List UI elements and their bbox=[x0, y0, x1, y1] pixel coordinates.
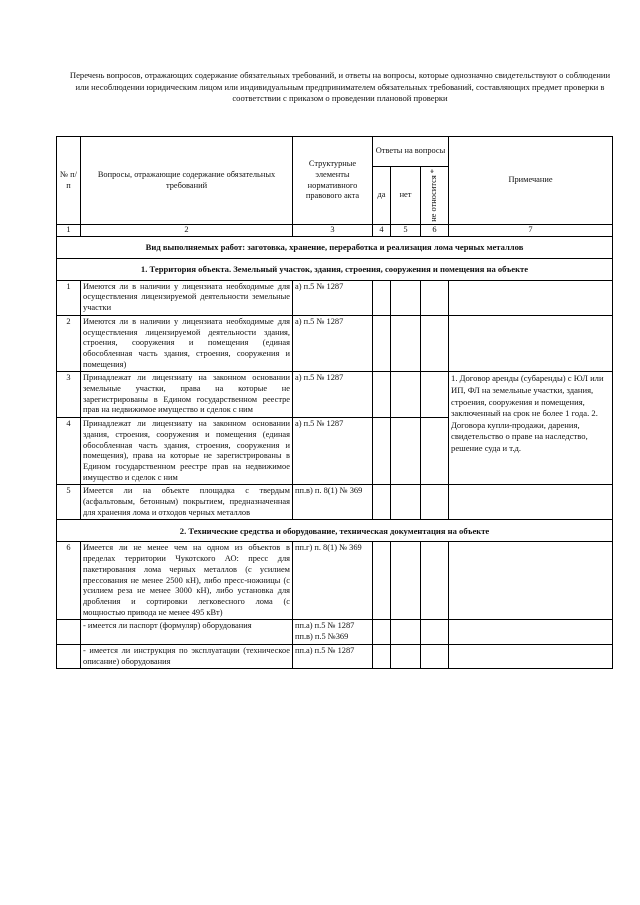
row-note bbox=[449, 620, 613, 644]
row-num: 1 bbox=[57, 280, 81, 315]
row-reference: пп.в) п. 8(1) № 369 bbox=[293, 485, 373, 520]
row-note bbox=[449, 280, 613, 315]
answer-yes-cell[interactable] bbox=[373, 315, 391, 372]
answer-no-cell[interactable] bbox=[391, 372, 421, 418]
answer-na-cell[interactable] bbox=[421, 485, 449, 520]
header-yes: да bbox=[373, 167, 391, 225]
section-2-heading: 2. Технические средства и оборудование, техническая документация на объекте bbox=[57, 520, 613, 542]
row-reference: пп.г) п. 8(1) № 369 bbox=[293, 542, 373, 620]
col-number: 2 bbox=[81, 225, 293, 237]
col-number: 6 bbox=[421, 225, 449, 237]
row-reference: а) п.5 № 1287 bbox=[293, 418, 373, 485]
section-1-heading: 1. Территория объекта. Земельный участок, здания, строения, сооружения и помещения на объекте bbox=[57, 258, 613, 280]
table-row bbox=[57, 372, 613, 418]
work-type-heading: Вид выполняемых работ: заготовка, хранение, переработка и реализация лома черных металлов bbox=[57, 236, 613, 258]
col-number: 7 bbox=[449, 225, 613, 237]
row-num bbox=[57, 644, 81, 668]
row-note bbox=[449, 315, 613, 372]
answer-yes-cell[interactable] bbox=[373, 542, 391, 620]
row-question: Имеются ли в наличии у лицензиата необходимые для осуществления лицензируемой деятельности здания, строения, сооружения и помещения (единая обособленная часть здания, строения, сооружения и помещения) bbox=[81, 315, 293, 372]
answer-na-cell[interactable] bbox=[421, 542, 449, 620]
row-question: Принадлежат ли лицензиату на законном основании земельные участки, права на которые не зарегистрированы в Едином государственном реестре прав на недвижимое имущество и сделок с ним bbox=[81, 372, 293, 418]
answer-na-cell[interactable] bbox=[421, 644, 449, 668]
answer-yes-cell[interactable] bbox=[373, 620, 391, 644]
row-note bbox=[449, 644, 613, 668]
table-row bbox=[57, 315, 613, 372]
row-num: 5 bbox=[57, 485, 81, 520]
row-question: Принадлежат ли лицензиату на законном основании здания, строения, сооружения и помещения (единая обособленная часть здания, строения, сооружения и помещения), права на которые не зарегистрированы в Едином государственном реестре прав на недвижимое имущество и сделок с ним bbox=[81, 418, 293, 485]
header-note: Примечание bbox=[449, 137, 613, 225]
table-row bbox=[57, 644, 613, 668]
row-num: 2 bbox=[57, 315, 81, 372]
row-question: Имеется ли не менее чем на одном из объектов в пределах территории Чукотского АО: пресс для пакетирования лома черных металлов (с усилием прессования не менее 2500 кН), либо пресс-ножницы (с усилием реза не менее 3000 кН), либо установка для дробления и сортировки легковесного лома (с мощностью привода не менее 495 кВт) bbox=[81, 542, 293, 620]
col-number: 3 bbox=[293, 225, 373, 237]
row-num: 3 bbox=[57, 372, 81, 418]
checklist-table bbox=[56, 136, 613, 669]
row-question: Имеется ли на объекте площадка с твердым (асфальтовым, бетонным) покрытием, предназначенная для хранения лома и отходов черных металлов bbox=[81, 485, 293, 520]
header-no: нет bbox=[391, 167, 421, 225]
row-num: 4 bbox=[57, 418, 81, 485]
header-not-applicable: не относится * bbox=[429, 169, 439, 222]
row-question: - имеется ли паспорт (формуляр) оборудования bbox=[81, 620, 293, 644]
row-note bbox=[449, 485, 613, 520]
answer-na-cell[interactable] bbox=[421, 315, 449, 372]
answer-no-cell[interactable] bbox=[391, 542, 421, 620]
row-note bbox=[449, 542, 613, 620]
answer-no-cell[interactable] bbox=[391, 418, 421, 485]
answer-no-cell[interactable] bbox=[391, 280, 421, 315]
header-structural: Структурные элементы нормативного правового акта bbox=[293, 137, 373, 225]
row-reference: а) п.5 № 1287 bbox=[293, 280, 373, 315]
col-number: 1 bbox=[57, 225, 81, 237]
col-number: 5 bbox=[391, 225, 421, 237]
answer-no-cell[interactable] bbox=[391, 620, 421, 644]
answer-no-cell[interactable] bbox=[391, 315, 421, 372]
intro-text: Перечень вопросов, отражающих содержание обязательных требований, и ответы на вопросы, которые однозначно свидетельствуют о соблюдении или несоблюдении юридическим лицом или индивидуальным предпринимателем обязательных требований, составляющих предмет проверки в соответствии с приказом о проведении плановой проверки bbox=[69, 70, 611, 103]
row-reference: а) п.5 № 1287 bbox=[293, 315, 373, 372]
answer-yes-cell[interactable] bbox=[373, 280, 391, 315]
answer-na-cell[interactable] bbox=[421, 418, 449, 485]
column-numbers-row bbox=[57, 225, 613, 237]
header-answers: Ответы на вопросы bbox=[373, 137, 449, 167]
table-row bbox=[57, 620, 613, 644]
answer-yes-cell[interactable] bbox=[373, 644, 391, 668]
table-row bbox=[57, 280, 613, 315]
row-num bbox=[57, 620, 81, 644]
row-reference: пп.а) п.5 № 1287 пп.в) п.5 №369 bbox=[293, 620, 373, 644]
row-reference: пп.а) п.5 № 1287 bbox=[293, 644, 373, 668]
answer-no-cell[interactable] bbox=[391, 644, 421, 668]
row-note-contracts: 1. Договор аренды (субаренды) с ЮЛ или ИП, ФЛ на земельные участки, здания, строения, сооружения и помещения, заключенный на срок не более 1 года. 2. Договора купли-продажи, дарения, свидетельство о праве на наследство, решение суда и т.д. bbox=[449, 372, 613, 485]
answer-yes-cell[interactable] bbox=[373, 418, 391, 485]
row-reference: а) п.5 № 1287 bbox=[293, 372, 373, 418]
answer-na-cell[interactable] bbox=[421, 372, 449, 418]
answer-yes-cell[interactable] bbox=[373, 485, 391, 520]
table-row bbox=[57, 485, 613, 520]
header-question: Вопросы, отражающие содержание обязательных требований bbox=[81, 137, 293, 225]
answer-na-cell[interactable] bbox=[421, 620, 449, 644]
table-row bbox=[57, 542, 613, 620]
col-number: 4 bbox=[373, 225, 391, 237]
row-question: Имеются ли в наличии у лицензиата необходимые для осуществления лицензируемой деятельности земельные участки bbox=[81, 280, 293, 315]
row-question: - имеется ли инструкция по эксплуатации (техническое описание) оборудования bbox=[81, 644, 293, 668]
answer-na-cell[interactable] bbox=[421, 280, 449, 315]
row-num: 6 bbox=[57, 542, 81, 620]
answer-yes-cell[interactable] bbox=[373, 372, 391, 418]
header-num: № п/п bbox=[57, 137, 81, 225]
answer-no-cell[interactable] bbox=[391, 485, 421, 520]
